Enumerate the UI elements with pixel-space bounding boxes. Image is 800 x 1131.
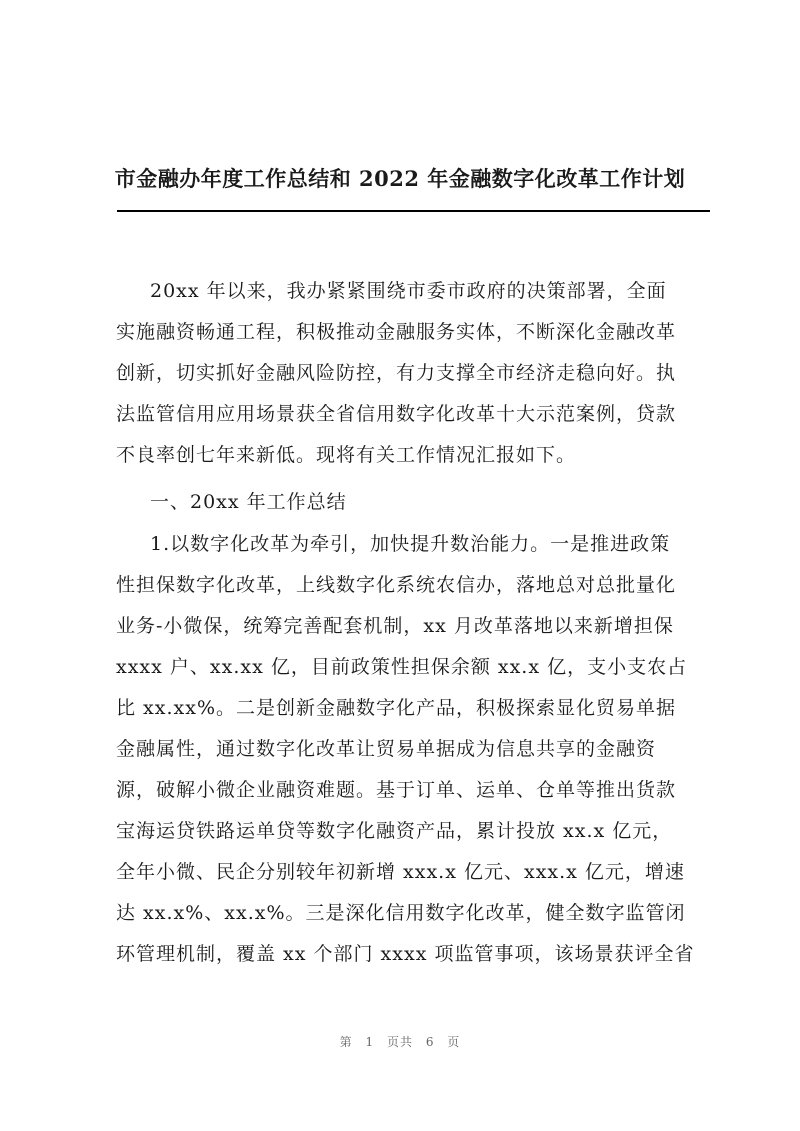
footer-label-ye: 页 (447, 1035, 461, 1049)
body-line: 环管理机制，覆盖 xx 个部门 xxxx 项监管事项，该场景获评全省 (116, 943, 695, 965)
body-line: 金融属性，通过数字化改革让贸易单据成为信息共享的金融资 (116, 738, 657, 760)
body-line: 实施融资畅通工程，积极推动金融服务实体，不断深化金融改革 (116, 321, 677, 343)
body-line: 1.以数字化改革为牵引，加快提升数治能力。一是推进政策 (150, 533, 671, 555)
footer-page-number: 1 (365, 1035, 375, 1049)
body-line: 全年小微、民企分别较年初新增 xxx.x 亿元、xxx.x 亿元，增速 (116, 861, 685, 883)
body-line: 性担保数字化改革，上线数字化系统农信办，落地总对总批量化 (116, 574, 677, 596)
body-line: 业务-小微保，统筹完善配套机制，xx 月改革落地以来新增担保 (116, 615, 674, 637)
body-line: xxxx 户、xx.xx 亿，目前政策性担保余额 xx.x 亿，支小支农占 (116, 656, 688, 678)
body-line: 创新，切实抓好金融风险防控，有力支撑全市经济走稳向好。执 (116, 362, 677, 384)
document-title: 市金融办年度工作总结和 2022 年金融数字化改革工作计划 (114, 166, 686, 191)
body-line: 达 xx.x%、xx.x%。三是深化信用数字化改革，健全数字监管闭 (116, 902, 686, 924)
body-line: 比 xx.xx%。二是创新金融数字化产品，积极探索显化贸易单据 (116, 697, 676, 719)
body-line: 20xx 年以来，我办紧紧围绕市委市政府的决策部署，全面 (150, 280, 667, 302)
footer-label-di: 第 (339, 1035, 353, 1049)
body-line: 宝海运贷铁路运单贷等数字化融资产品，累计投放 xx.x 亿元， (116, 820, 673, 842)
title-underline (117, 210, 710, 212)
body-line: 不良率创七年来新低。现将有关工作情况汇报如下。 (116, 444, 577, 466)
body-line: 法监管信用应用场景获全省信用数字化改革十大示范案例，贷款 (116, 403, 677, 425)
footer-total-pages: 6 (425, 1035, 435, 1049)
page-footer (0, 1033, 800, 1050)
footer-label-ye-gong: 页共 (386, 1035, 413, 1049)
body-line: 源，破解小微企业融资难题。基于订单、运单、仓单等推出货款 (116, 779, 677, 801)
section-heading: 一、20xx 年工作总结 (150, 491, 347, 513)
